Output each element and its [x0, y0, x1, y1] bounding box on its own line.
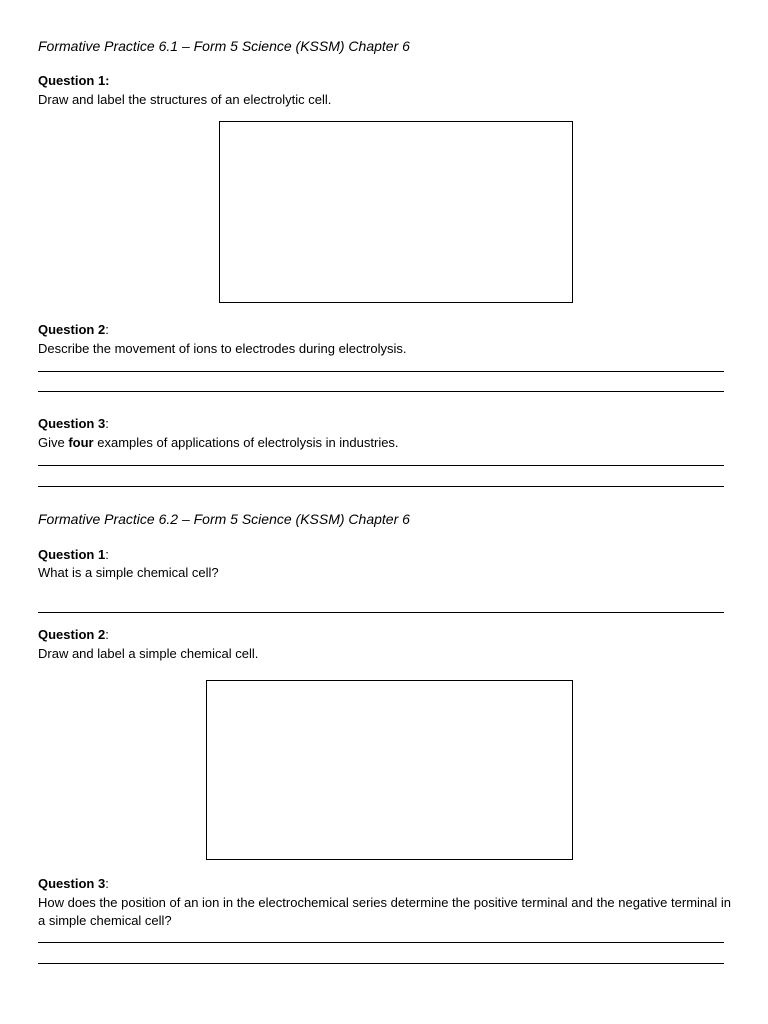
- question-label: [38, 546, 109, 564]
- question-text-part: Give: [38, 435, 69, 450]
- question-label-text: Question 2: [38, 627, 106, 642]
- question-text: Draw and label a simple chemical cell.: [38, 646, 259, 661]
- answer-line[interactable]: [38, 391, 724, 392]
- question-label-text: Question 2: [38, 322, 106, 337]
- question-text: What is a simple chemical cell?: [38, 565, 219, 580]
- answer-line[interactable]: [38, 371, 724, 372]
- drawing-box[interactable]: [219, 121, 573, 303]
- answer-line[interactable]: [38, 963, 724, 964]
- question-label-colon: :: [105, 322, 109, 337]
- section-title: Formative Practice 6.1 – Form 5 Science (KSSM) Chapter 6: [38, 38, 410, 54]
- question-label-colon: :: [105, 416, 109, 431]
- answer-line[interactable]: [38, 612, 724, 613]
- question-text: [38, 434, 399, 452]
- question-label-text: Question 3: [38, 876, 106, 891]
- answer-line[interactable]: [38, 486, 724, 487]
- question-label: [38, 626, 109, 644]
- question-label: [38, 415, 109, 433]
- question-label: [38, 72, 110, 90]
- emphasis-text: four: [68, 435, 94, 450]
- answer-line[interactable]: [38, 942, 724, 943]
- question-text: Draw and label the structures of an electrolytic cell.: [38, 92, 332, 107]
- question-label-text: Question 1:: [38, 73, 110, 88]
- question-label-colon: :: [105, 876, 109, 891]
- section-title: Formative Practice 6.2 – Form 5 Science (KSSM) Chapter 6: [38, 511, 410, 527]
- drawing-box[interactable]: [206, 680, 573, 860]
- question-label-text: Question 1: [38, 547, 106, 562]
- question-label: [38, 875, 109, 893]
- question-label-colon: :: [105, 547, 109, 562]
- question-text: Describe the movement of ions to electrodes during electrolysis.: [38, 341, 407, 356]
- question-label-colon: :: [105, 627, 109, 642]
- question-label-text: Question 3: [38, 416, 106, 431]
- question-label: [38, 321, 109, 339]
- question-text-part: examples of applications of electrolysis in industries.: [93, 435, 399, 450]
- answer-line[interactable]: [38, 465, 724, 466]
- question-text: How does the position of an ion in the electrochemical series determine the positive terminal and the negative terminal in a simple chemical cell?: [38, 895, 731, 928]
